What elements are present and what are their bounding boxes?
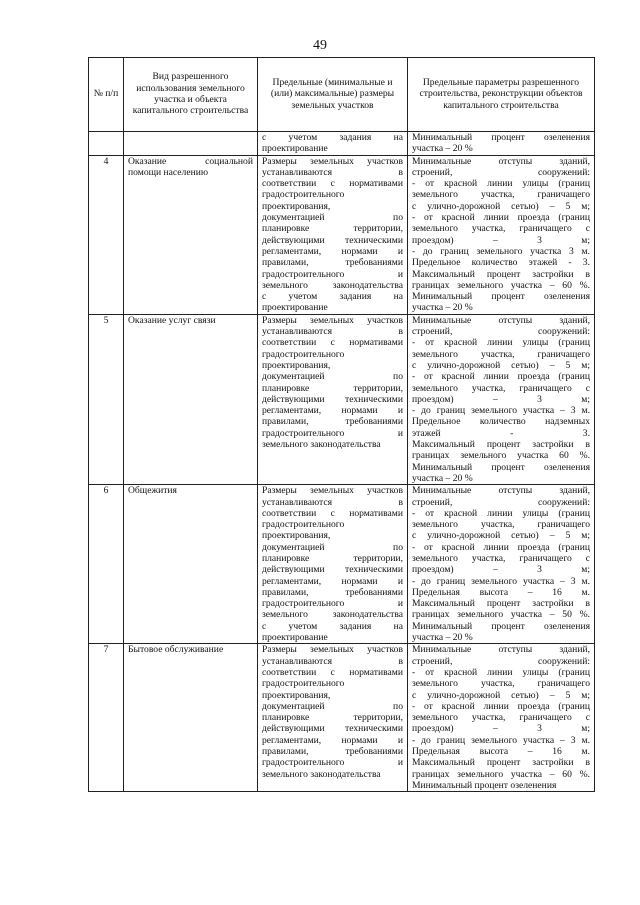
plot-size-cell-line: земельного законодательства <box>262 439 381 451</box>
params-cell-line: Предельная высота – 16 м. <box>412 586 590 598</box>
params-cell-line: строений, сооружений: <box>412 166 590 178</box>
params-cell-line: проездом) – 3 м; <box>412 234 590 246</box>
params-cell-line: земельного участка, граничащего с <box>412 382 590 394</box>
plot-size-cell <box>258 155 408 314</box>
plot-size-cell-line: проектирования, <box>262 689 331 701</box>
header-plot-size: Предельные (минимальные и (или) максимальные) размеры земельных участков <box>258 58 408 132</box>
params-cell-line: участка – 20 % <box>412 472 473 484</box>
params-cell <box>408 644 595 792</box>
params-cell-line: границах земельного участка 60 %. <box>412 450 590 462</box>
plot-size-cell-line: устанавливаются в <box>262 496 403 508</box>
params-cell-line: земельного участка, граничащего <box>412 189 590 201</box>
plot-size-cell-line: регламентами, нормами и <box>262 734 403 746</box>
plot-size-cell-line: земельного законодательства <box>262 279 403 291</box>
params-cell-line: Предельное количество этажей - 3. <box>412 257 590 269</box>
params-cell-line: Минимальные отступы зданий, <box>412 155 590 167</box>
plot-size-cell-line: правилами, требованиями <box>262 586 403 598</box>
params-cell-line: участка – 20 % <box>412 143 473 155</box>
table-row <box>89 155 595 314</box>
params-cell-line: Минимальный процент озеленения <box>412 461 590 473</box>
params-cell-line: - от красной линии проезда (границ <box>412 212 590 224</box>
use-type-cell <box>124 132 258 156</box>
use-type-cell <box>124 485 258 644</box>
use-type-cell <box>124 155 258 314</box>
plot-size-cell-line: планировке территории, <box>262 712 403 724</box>
plot-size-cell-line: проектирование <box>262 302 328 314</box>
plot-size-cell-line: проектирования, <box>262 359 331 371</box>
plot-size-cell-line: земельного законодательства <box>262 768 381 780</box>
params-cell-line: проездом) – 3 м; <box>412 723 590 735</box>
params-cell-line: земельного участка, граничащего <box>412 678 590 690</box>
params-cell-line: Минимальный процент озеленения <box>412 779 557 791</box>
plot-size-cell-line: планировке территории, <box>262 382 403 394</box>
params-cell-line: этажей - 3. <box>412 427 590 439</box>
params-cell-line: границах земельного участка – 50 %. <box>412 609 590 621</box>
params-cell-line: Максимальный процент застройки в <box>412 757 590 769</box>
plot-size-cell-line: правилами, требованиями <box>262 746 403 758</box>
params-cell-line: Максимальный процент застройки в <box>412 598 590 610</box>
table-row <box>89 314 595 484</box>
row-number <box>89 132 124 156</box>
params-cell-line: с улично-дорожной сетью) – 5 м; <box>412 689 590 701</box>
plot-size-cell-line: действующими техническими <box>262 393 403 405</box>
plot-size-cell-line: правилами, требованиями <box>262 257 403 269</box>
plot-size-cell-line: земельного законодательства <box>262 609 403 621</box>
params-cell-line: Минимальный процент озеленения <box>412 620 590 632</box>
plot-size-cell <box>258 644 408 792</box>
use-type-cell <box>124 644 258 792</box>
table-row <box>89 485 595 644</box>
plot-size-cell-line: действующими техническими <box>262 234 403 246</box>
plot-size-cell-line: документацией по <box>262 541 403 553</box>
use-type-cell-line: Бытовое обслуживание <box>128 644 224 656</box>
plot-size-cell-line: действующими техническими <box>262 723 403 735</box>
use-type-cell-line: Оказание услуг связи <box>128 314 216 326</box>
plot-size-cell-line: соответствии с нормативами <box>262 507 403 519</box>
params-cell-line: - от красной линии улицы (границ <box>412 178 590 190</box>
params-cell-line: проездом) – 3 м; <box>412 393 590 405</box>
plot-size-cell-line: правилами, требованиями <box>262 416 403 428</box>
plot-size-cell-line: устанавливаются в <box>262 655 403 667</box>
row-number: 6 <box>89 485 124 644</box>
plot-size-cell-line: градостроительного и <box>262 268 403 280</box>
params-cell-line: Предельное количество надземных <box>412 416 590 428</box>
params-cell-line: земельного участка, граничащего <box>412 348 590 360</box>
params-cell-line: земельного участка, граничащего с <box>412 223 590 235</box>
row-number: 7 <box>89 644 124 792</box>
plot-size-cell <box>258 485 408 644</box>
plot-size-cell-line: регламентами, нормами и <box>262 575 403 587</box>
plot-size-cell-line: соответствии с нормативами <box>262 178 403 190</box>
row-number: 5 <box>89 314 124 484</box>
params-cell-line: Предельная высота – 16 м. <box>412 746 590 758</box>
plot-size-cell-line: Размеры земельных участков <box>262 485 403 497</box>
params-cell-line: - от красной линии проезда (границ <box>412 371 590 383</box>
plot-size-cell-line: документацией по <box>262 212 403 224</box>
plot-size-cell-line: Размеры земельных участков <box>262 155 403 167</box>
params-cell-line: - от красной линии улицы (границ <box>412 666 590 678</box>
plot-size-cell-line: с учетом задания на <box>262 291 403 303</box>
plot-size-cell-line: проектирования, <box>262 530 331 542</box>
header-use-type: Вид разрешенного использования земельного участка и объекта капитального строительства <box>124 58 258 132</box>
plot-size-cell-line: устанавливаются в <box>262 166 403 178</box>
plot-size-cell-line: документацией по <box>262 371 403 383</box>
params-cell <box>408 155 595 314</box>
plot-size-cell-line: регламентами, нормами и <box>262 405 403 417</box>
use-type-cell-line: помощи населению <box>128 166 209 178</box>
plot-size-cell-line: действующими техническими <box>262 564 403 576</box>
params-cell <box>408 314 595 484</box>
plot-size-cell-line: с учетом задания на <box>262 620 403 632</box>
params-cell-line: земельного участка, граничащего с <box>412 712 590 724</box>
params-cell-line: Минимальный процент озеленения <box>412 132 590 143</box>
params-cell-line: Минимальные отступы зданий, <box>412 485 590 497</box>
params-cell-line: с улично-дорожной сетью) – 5 м; <box>412 200 590 212</box>
plot-size-cell-line: соответствии с нормативами <box>262 666 403 678</box>
params-cell-line: Максимальный процент застройки в <box>412 439 590 451</box>
plot-size-cell <box>258 314 408 484</box>
table-row <box>89 644 595 792</box>
plot-size-cell-line: устанавливаются в <box>262 326 403 338</box>
params-cell-line: строений, сооружений: <box>412 326 590 338</box>
plot-size-cell-line: градостроительного <box>262 678 345 690</box>
plot-size-cell-line: градостроительного <box>262 519 345 531</box>
params-cell-line: - от красной линии улицы (границ <box>412 507 590 519</box>
params-cell-line: границах земельного участка – 60 %. <box>412 768 590 780</box>
params-cell-line: - до границ земельного участка – 3 м. <box>412 405 590 417</box>
params-cell-line: границах земельного участка – 60 %. <box>412 279 590 291</box>
plot-size-cell-line: Размеры земельных участков <box>262 644 403 656</box>
plot-size-cell-line: градостроительного и <box>262 427 403 439</box>
plot-size-cell-line: планировке территории, <box>262 223 403 235</box>
regulations-table <box>88 57 595 792</box>
params-cell-line: проездом) – 3 м; <box>412 564 590 576</box>
params-cell-line: - от красной линии улицы (границ <box>412 337 590 349</box>
params-cell-line: - от красной линии проезда (границ <box>412 700 590 712</box>
plot-size-cell-line: соответствии с нормативами <box>262 337 403 349</box>
params-cell-line: - до границ земельного участка – 3 м. <box>412 575 590 587</box>
use-type-cell <box>124 314 258 484</box>
plot-size-cell-line: документацией по <box>262 700 403 712</box>
params-cell-line: - до границ земельного участка – 3 м. <box>412 734 590 746</box>
params-cell-line: Максимальный процент застройки в <box>412 268 590 280</box>
row-number: 4 <box>89 155 124 314</box>
params-cell-line: строений, сооружений: <box>412 655 590 667</box>
params-cell-line: Минимальный процент озеленения <box>412 291 590 303</box>
plot-size-cell-line: градостроительного <box>262 189 345 201</box>
plot-size-cell-line: градостроительного <box>262 348 345 360</box>
header-num: № п/п <box>89 58 124 132</box>
params-cell-line: - от красной линии проезда (границ <box>412 541 590 553</box>
plot-size-cell-line: проектирование <box>262 143 328 155</box>
params-cell-line: земельного участка, граничащего с <box>412 552 590 564</box>
params-cell-line: строений, сооружений: <box>412 496 590 508</box>
plot-size-cell-line: регламентами, нормами и <box>262 245 403 257</box>
plot-size-cell-line: планировке территории, <box>262 552 403 564</box>
use-type-cell-line: Общежития <box>128 485 177 497</box>
header-params: Предельные параметры разрешенного строительства, реконструкции объектов капитального строительства <box>408 58 595 132</box>
params-cell <box>408 132 595 156</box>
plot-size-cell-line: с учетом задания на <box>262 132 403 143</box>
use-type-cell-line: Оказание социальной <box>128 155 253 167</box>
table-body <box>89 132 595 792</box>
table-row <box>89 132 595 156</box>
params-cell-line: земельного участка, граничащего <box>412 519 590 531</box>
plot-size-cell <box>258 132 408 156</box>
params-cell-line: с улично-дорожной сетью) – 5 м; <box>412 530 590 542</box>
table-header-row <box>89 58 595 132</box>
params-cell-line: участка – 20 % <box>412 632 473 644</box>
plot-size-cell-line: проектирования, <box>262 200 331 212</box>
params-cell-line: Минимальные отступы зданий, <box>412 644 590 656</box>
params-cell-line: - до границ земельного участка 3 м. <box>412 245 590 257</box>
plot-size-cell-line: градостроительного и <box>262 598 403 610</box>
plot-size-cell-line: проектирование <box>262 632 328 644</box>
plot-size-cell-line: Размеры земельных участков <box>262 314 403 326</box>
params-cell <box>408 485 595 644</box>
params-cell-line: Минимальные отступы зданий, <box>412 314 590 326</box>
page-number: 49 <box>313 38 327 53</box>
params-cell-line: участка – 20 % <box>412 302 473 314</box>
params-cell-line: с улично-дорожной сетью) – 5 м; <box>412 359 590 371</box>
plot-size-cell-line: градостроительного и <box>262 757 403 769</box>
